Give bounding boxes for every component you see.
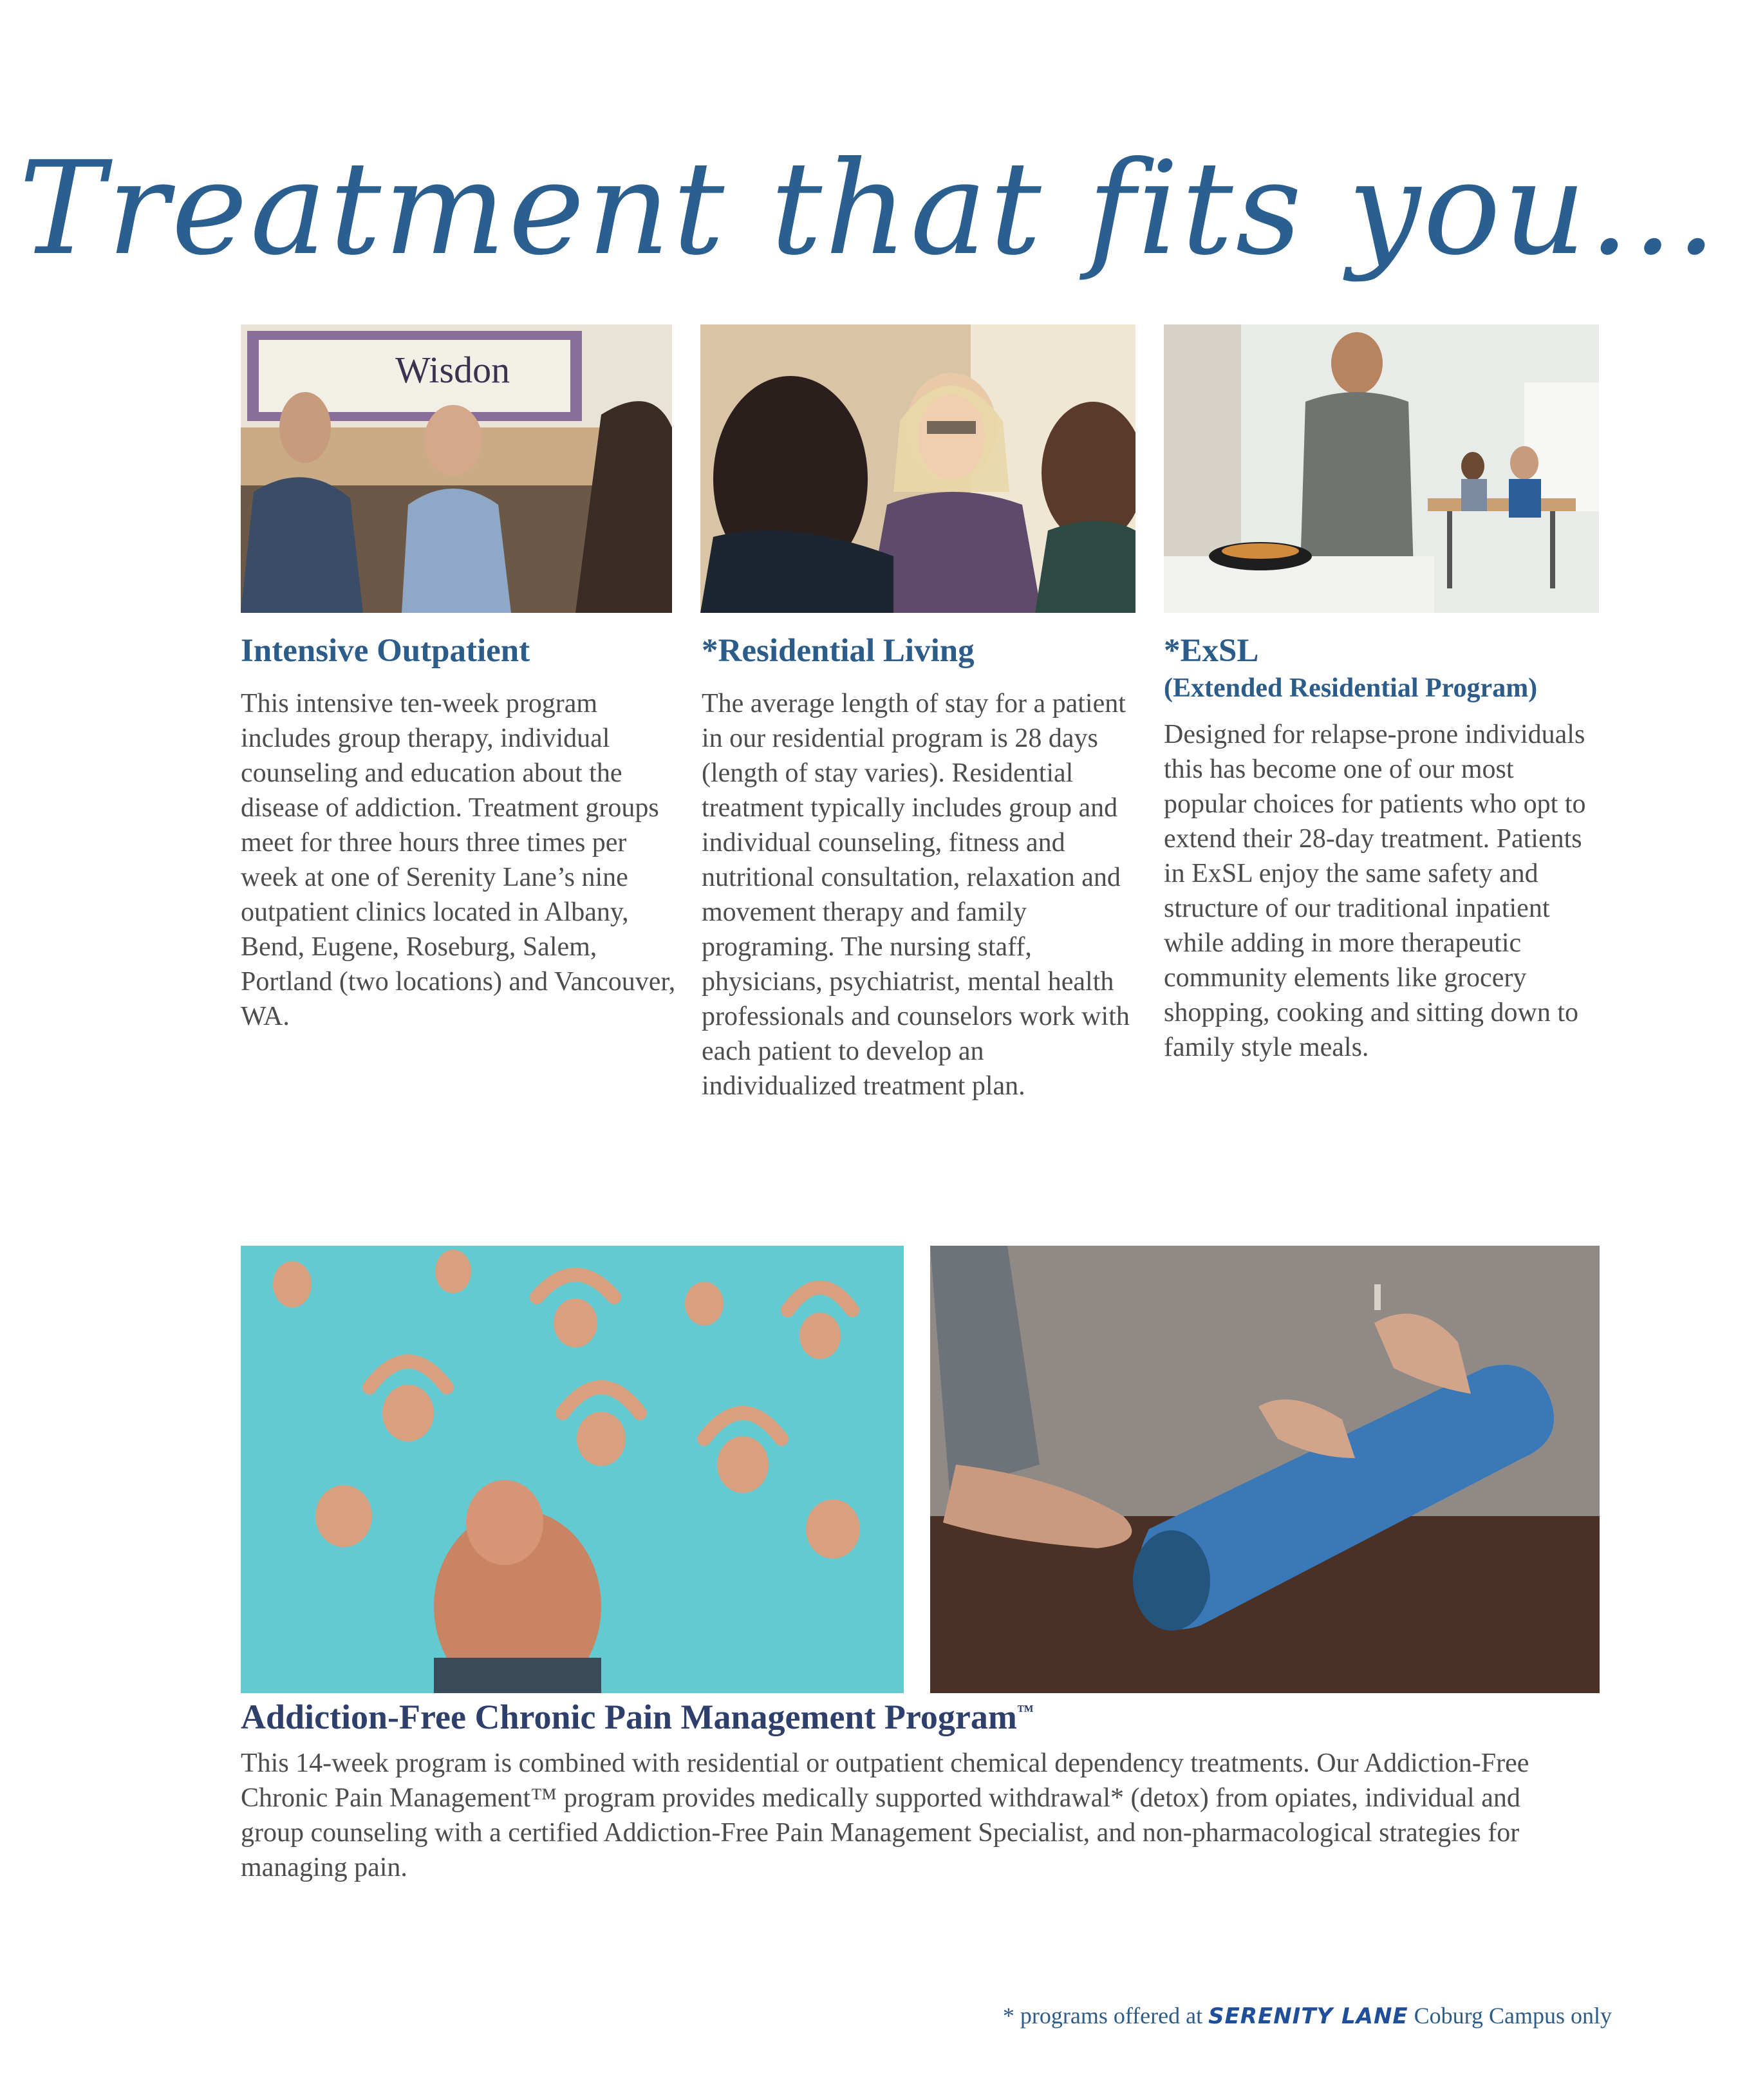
- chronic-pain-heading-text: Addiction-Free Chronic Pain Management Program: [241, 1698, 1017, 1736]
- program-heading: *ExSL: [1164, 633, 1259, 669]
- yoga-mat-photo: [930, 1246, 1600, 1693]
- program-description: The average length of stay for a patient in our residential program is 28 days (length of stay varies). Residential treatment typically includes group and individual counseling, fitness and nutritional consultation, relaxation and movement therapy and family programing. The nursing staff, physicians, psychiatrist, mental health professionals and counselors work with each patient to develop an individualized treatment plan.: [702, 689, 1130, 1101]
- water-aerobics-photo: [241, 1246, 904, 1693]
- program-heading: *Residential Living: [702, 633, 975, 669]
- chronic-pain-heading: [241, 1690, 1528, 1738]
- program-heading: Intensive Outpatient: [241, 633, 530, 669]
- program-intensive-outpatient: [241, 631, 678, 1034]
- program-description: This intensive ten-week program includes group therapy, individual counseling and education about the disease of addiction. Treatment groups meet for three hours three times per week at one of Serenity Lane’s nine outpatient clinics located in Albany, Bend, Eugene, Roseburg, Salem, Portland (two locations) and Vancouver, WA.: [241, 689, 676, 1031]
- program-subheading: (Extended Residential Program): [1164, 673, 1538, 703]
- trademark-mark: ™: [1016, 1702, 1034, 1720]
- group-therapy-photo: [241, 324, 672, 613]
- footer-note: [1003, 2001, 1612, 2031]
- serenity-lane-logo: SERENITY LANE: [1208, 2003, 1408, 2029]
- footer-prefix: * programs offered at: [1002, 2003, 1203, 2029]
- counseling-session-photo: [700, 324, 1135, 613]
- cooking-photo: [1164, 324, 1599, 613]
- program-residential-living: [702, 631, 1139, 1103]
- page-title: Treatment that fits you...: [19, 134, 1719, 284]
- program-exsl: [1164, 631, 1602, 1065]
- footer-suffix: Coburg Campus only: [1414, 2003, 1612, 2029]
- wall-sign-text: Wisdon: [395, 349, 510, 391]
- program-description: Designed for relapse-prone individuals this has become one of our most popular choices for patients who opt to extend their 28-day treatment. Patients in ExSL enjoy the same safety and structure of our traditional inpatient while adding in more therapeutic community elements like grocery shopping, cooking and sitting down to family style meals.: [1164, 720, 1586, 1062]
- chronic-pain-description: This 14-week program is combined with residential or outpatient chemical dependency treatments. Our Addiction-Free Chronic Pain Management™ program provides medically supported withdrawal* (detox) from opiates, individual and group counseling with a certified Addiction-Free Pain Management Specialist, and non-pharmacological strategies for managing pain.: [241, 1748, 1529, 1882]
